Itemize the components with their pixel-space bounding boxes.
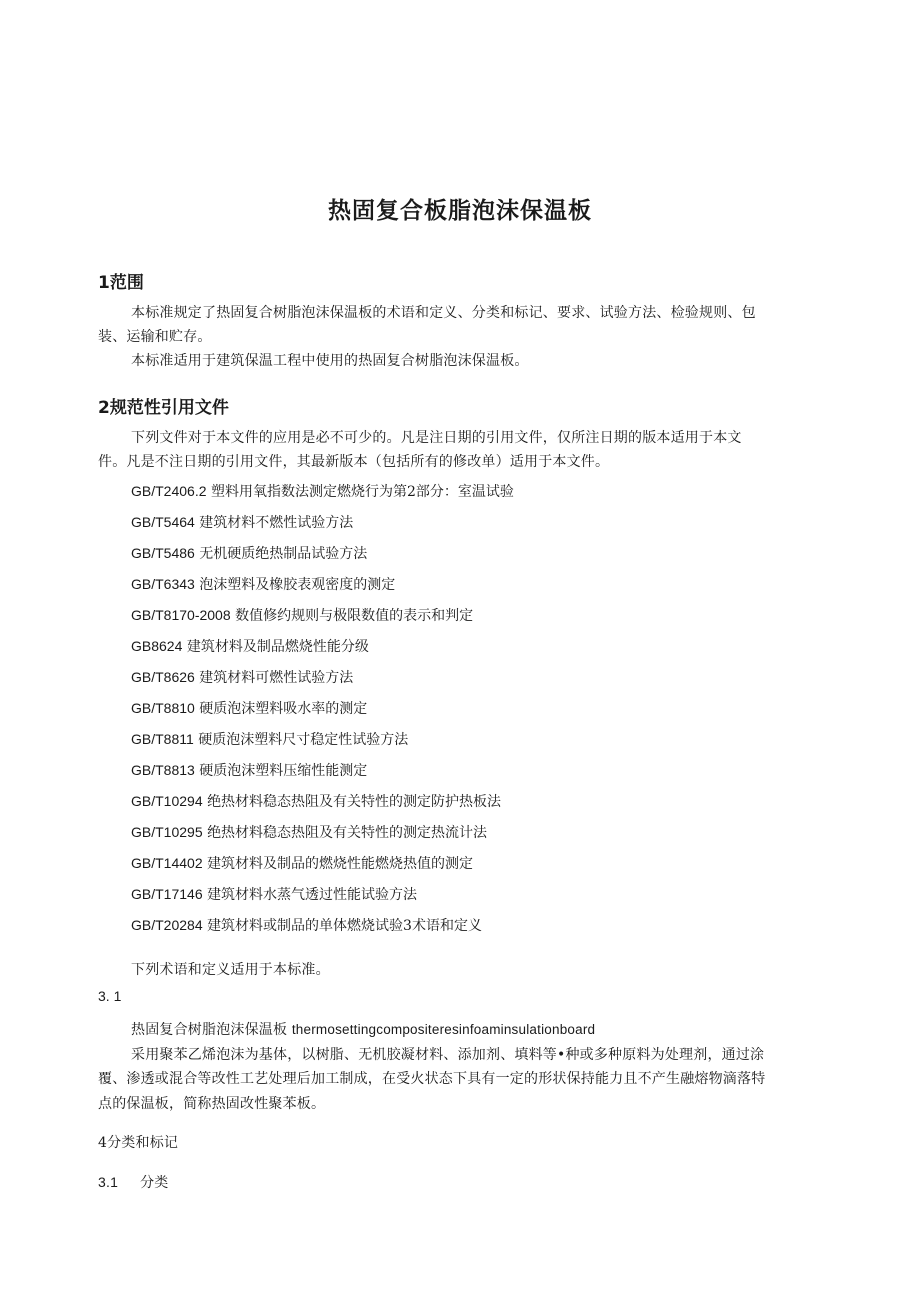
reference-item: GB/T2406.2 塑料用氧指数法测定燃烧行为第2部分：室温试验 — [131, 483, 514, 500]
reference-item: GB/T5486 无机硬质绝热制品试验方法 — [131, 545, 368, 562]
section-1-paragraph-1-line-2: 装、运输和贮存。 — [98, 329, 212, 345]
section-1-paragraph-2: 本标准适用于建筑保温工程中使用的热固复合树脂泡沫保温板。 — [131, 353, 529, 369]
term-heading — [131, 1018, 595, 1042]
term-definition-line-2: 覆、渗透或混合等改性工艺处理后加工制成，在受火状态下具有一定的形状保持能力且不产生融熔物滴落特 — [98, 1071, 766, 1087]
reference-item: GB8624 建筑材料及制品燃烧性能分级 — [131, 638, 369, 655]
subsection-label: 分类 — [140, 1175, 169, 1191]
term-number: 3. 1 — [98, 988, 122, 1004]
reference-item: GB/T8626 建筑材料可燃性试验方法 — [131, 669, 354, 686]
reference-item: GB/T8811 硬质泡沫塑料尺寸稳定性试验方法 — [131, 731, 409, 748]
term-english: thermosettingcompositeresinfoaminsulationboard — [291, 1022, 596, 1037]
reference-item: GB/T10295 绝热材料稳态热阻及有关特性的测定热流计法 — [131, 824, 488, 841]
reference-item: GB/T5464 建筑材料不燃性试验方法 — [131, 514, 354, 531]
section-2-heading: 2规范性引用文件 — [98, 398, 229, 418]
section-1-heading: 1范围 — [98, 273, 144, 293]
section-1-paragraph-1-line-1: 本标准规定了热固复合树脂泡沫保温板的术语和定义、分类和标记、要求、试验方法、检验规则、包 — [131, 305, 756, 321]
reference-item: GB/T8813 硬质泡沫塑料压缩性能测定 — [131, 762, 368, 779]
reference-item: GB/T14402 建筑材料及制品的燃烧性能燃烧热值的测定 — [131, 855, 474, 872]
term-definition-line-1: 采用聚苯乙烯泡沫为基体，以树脂、无机胶凝材料、添加剂、填料等•种或多种原料为处理剂，通过涂 — [131, 1047, 765, 1063]
term-definition-line-3: 点的保温板，简称热固改性聚苯板。 — [98, 1096, 326, 1112]
section-4-heading: 4分类和标记 — [98, 1135, 179, 1151]
reference-item: GB/T20284 建筑材料或制品的单体燃烧试验3术语和定义 — [131, 917, 482, 934]
reference-item: GB/T6343 泡沫塑料及橡胶表观密度的测定 — [131, 576, 396, 593]
subsection-heading — [98, 1170, 168, 1195]
reference-item: GB/T10294 绝热材料稳态热阻及有关特性的测定防护热板法 — [131, 793, 502, 810]
section-2-paragraph-line-2: 件。凡是不注日期的引用文件，其最新版本（包括所有的修改单）适用于本文件。 — [98, 454, 610, 470]
reference-item: GB/T17146 建筑材料水蒸气透过性能试验方法 — [131, 886, 418, 903]
subsection-number: 3.1 — [98, 1174, 119, 1190]
reference-item: GB/T8170-2008 数值修约规则与极限数值的表示和判定 — [131, 607, 474, 624]
term-chinese: 热固复合树脂泡沫保温板 — [131, 1022, 288, 1038]
document-title: 热固复合板脂泡沫保温板 — [328, 198, 592, 224]
section-3-intro: 下列术语和定义适用于本标准。 — [131, 962, 330, 978]
reference-item: GB/T8810 硬质泡沫塑料吸水率的测定 — [131, 700, 368, 717]
section-2-paragraph-line-1: 下列文件对于本文件的应用是必不可少的。凡是注日期的引用文件，仅所注日期的版本适用于本文 — [131, 430, 742, 446]
